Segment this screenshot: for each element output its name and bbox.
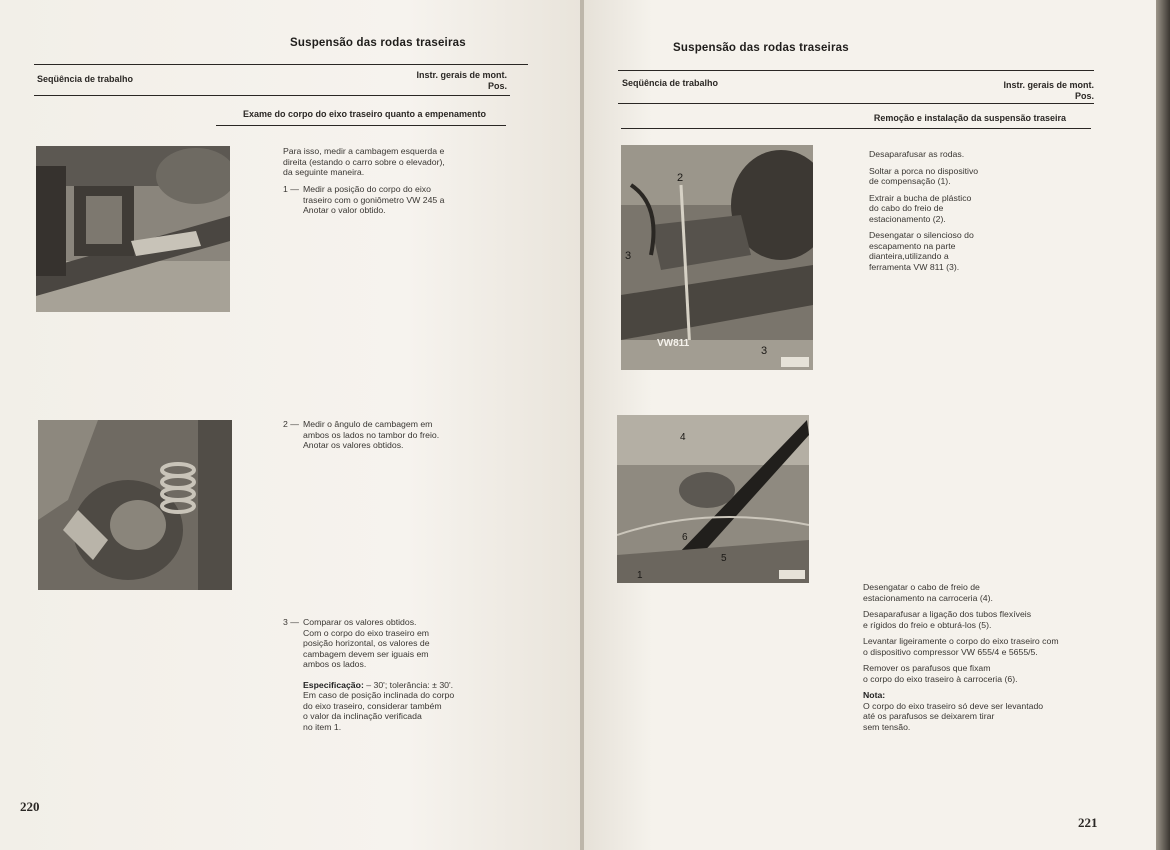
photo-brake-cable <box>617 415 809 583</box>
step-line: ambos os lados. <box>303 659 367 669</box>
left-page <box>0 0 582 850</box>
para-line: dianteira,utilizando a <box>869 251 949 261</box>
step-line: Medir a posição do corpo do eixo <box>303 184 431 194</box>
right-instructions-top <box>869 149 1089 278</box>
right-instructions-bottom <box>863 582 1123 732</box>
para-line: escapamento na parte <box>869 240 956 251</box>
header-rule-2 <box>34 95 510 96</box>
para-2 <box>869 166 1089 187</box>
photo-exhaust-removal <box>621 145 813 370</box>
para-line: Desaparafusar a ligação dos tubos flexíveis <box>863 609 1032 619</box>
step-line: Comparar os valores obtidos. <box>303 617 417 627</box>
header-sequence-label: Seqüência de trabalho <box>622 78 719 88</box>
para-line: Desengatar o cabo de freio de <box>863 582 980 592</box>
step-number: 3 — <box>283 617 299 627</box>
callout-1: 1 <box>637 570 643 581</box>
para-line: Remover os parafusos que fixam <box>863 663 991 673</box>
page-title: Suspensão das rodas traseiras <box>290 37 466 49</box>
header-pos-label: Pos. <box>1074 91 1094 101</box>
para-line: de compensação (1). <box>869 176 951 186</box>
para-line: Extrair a bucha de plástico <box>869 192 972 203</box>
step-line: Medir o ângulo de cambagem em <box>303 419 433 429</box>
intro-text <box>283 146 493 178</box>
step-line: ambos os lados no tambor do freio. <box>303 429 440 440</box>
section-subheading: Remoção e instalação da suspensão traseira <box>873 113 1066 123</box>
photo-goniometer <box>36 146 230 312</box>
header-instructions-line1: Instr. gerais de mont. <box>416 70 507 80</box>
section-subheading: Exame do corpo do eixo traseiro quanto a empenamento <box>242 109 486 119</box>
step-line: posição horizontal, os valores de <box>303 638 430 648</box>
specification-label: Especificação: <box>303 679 364 690</box>
para-7 <box>863 636 1123 657</box>
callout-2: 2 <box>677 172 684 184</box>
para-line: ferramenta VW 811 (3). <box>869 261 960 272</box>
callout-4: 4 <box>680 432 686 443</box>
intro-line: Para isso, medir a cambagem esquerda e <box>283 146 445 156</box>
header-rule <box>618 70 1094 71</box>
page-title: Suspensão das rodas traseiras <box>673 42 849 54</box>
para-4 <box>869 230 1089 272</box>
header-pos-label: Pos. <box>487 81 507 91</box>
para-line: o corpo do eixo traseiro à carroceria (6). <box>863 673 1018 684</box>
step-2 <box>283 419 493 451</box>
step-number: 2 — <box>283 419 299 429</box>
callout-tool-vw811: VW811 <box>657 338 690 349</box>
step-line: cambagem devem ser iguais em <box>303 648 429 659</box>
step-line: traseiro com o goniômetro VW 245 a <box>303 194 445 205</box>
para-line: o dispositivo compressor VW 655/4 e 5655/5. <box>863 646 1038 657</box>
subheading-rule <box>621 128 1091 129</box>
note-line: até os parafusos se deixarem tirar <box>863 711 995 721</box>
photo-brake-drum <box>38 420 232 590</box>
note-line: O corpo do eixo traseiro só deve ser levantado <box>863 700 1044 711</box>
para-line: do cabo do freio de <box>869 203 944 213</box>
spec-line: Em caso de posição inclinada do corpo <box>303 690 455 700</box>
para-3 <box>869 193 1089 225</box>
step-number: 1 — <box>283 184 299 194</box>
header-rule <box>34 64 528 65</box>
para-line: e rígidos do freio e obturá-los (5). <box>863 619 992 630</box>
para-line: estacionamento (2). <box>869 213 946 224</box>
para-6 <box>863 609 1123 630</box>
book-edge <box>1156 0 1170 850</box>
step-line: Com o corpo do eixo traseiro em <box>303 627 430 638</box>
header-instructions <box>967 80 1094 102</box>
callout-3-bottom: 3 <box>761 345 768 357</box>
step-3 <box>283 617 493 732</box>
note-label: Nota: <box>863 690 886 700</box>
callout-3: 3 <box>625 250 632 262</box>
step-line: Anotar o valor obtido. <box>303 205 386 215</box>
header-rule-2 <box>618 103 1094 104</box>
page-number: 220 <box>20 799 40 814</box>
spec-line: do eixo traseiro, considerar também <box>303 700 442 711</box>
callout-6: 6 <box>682 532 688 543</box>
para-line: Desaparafusar as rodas. <box>869 149 965 159</box>
spec-line: o valor da inclinação verificada <box>303 711 422 721</box>
right-page <box>584 0 1156 850</box>
spec-line: no item 1. <box>303 721 342 732</box>
para-line: estacionamento na carroceria (4). <box>863 592 993 603</box>
header-instructions-line1: Instr. gerais de mont. <box>1003 80 1094 90</box>
para-8 <box>863 663 1123 684</box>
note-line: sem tensão. <box>863 721 911 732</box>
step-line: Anotar os valores obtidos. <box>303 440 404 450</box>
para-line: Desengatar o silencioso do <box>869 230 974 240</box>
specification-value: – 30'; tolerância: ± 30'. <box>363 679 454 690</box>
para-line: Soltar a porca no dispositivo <box>869 165 979 176</box>
subheading-rule <box>216 125 506 126</box>
para-1 <box>869 149 1089 160</box>
para-line: Levantar ligeiramente o corpo do eixo traseiro com <box>863 636 1059 646</box>
header-sequence-label: Seqüência de trabalho <box>37 74 134 84</box>
header-instructions <box>380 70 507 92</box>
callout-5: 5 <box>721 553 727 564</box>
specification-line <box>303 680 493 691</box>
step-1 <box>283 184 493 216</box>
page-number: 221 <box>1078 815 1098 830</box>
para-5 <box>863 582 1123 603</box>
intro-line: direita (estando o carro sobre o elevador), <box>283 156 445 167</box>
intro-line: da seguinte maneira. <box>283 167 365 177</box>
